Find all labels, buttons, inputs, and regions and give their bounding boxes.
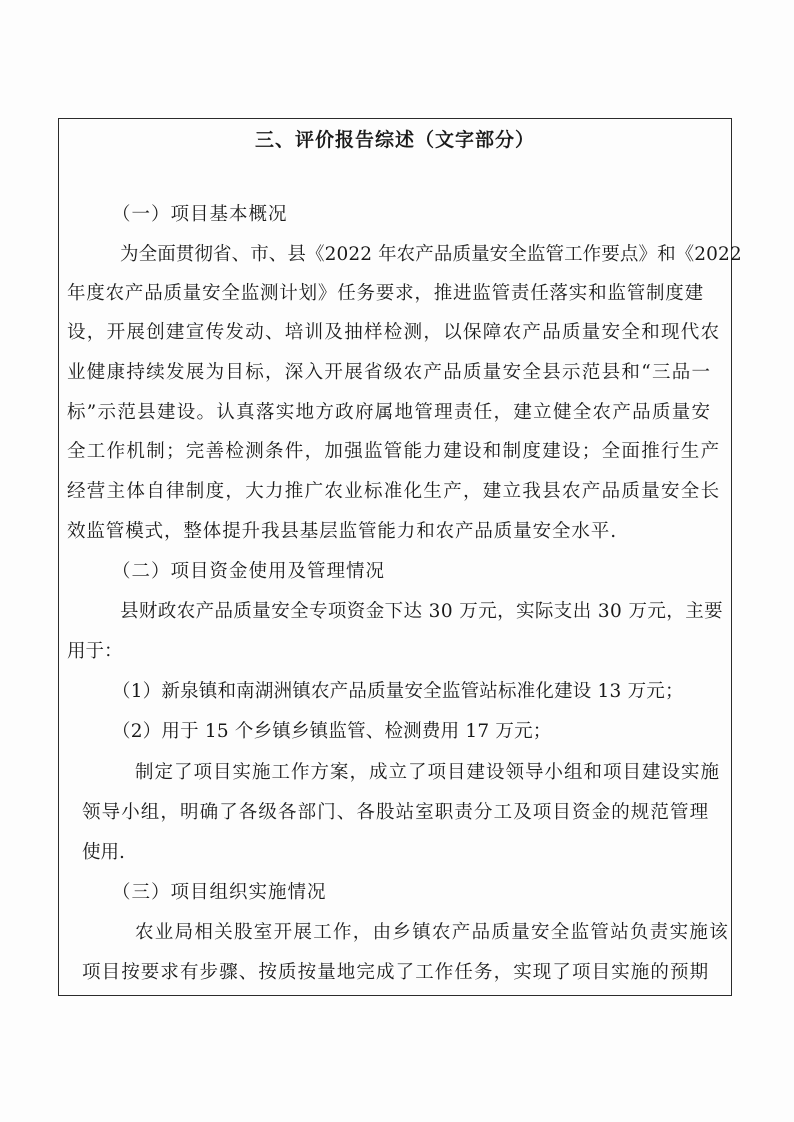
report-frame [58, 118, 742, 996]
paragraph-line: 全工作机制；完善检测条件，加强监管能力建设和制度建设；全面推行生产 [67, 441, 721, 462]
section-heading-1: （一）项目基本概况 [112, 204, 288, 225]
section-heading-3: （三）项目组织实施情况 [112, 882, 327, 903]
paragraph-line: 制定了项目实施工作方案，成立了项目建设领导小组和项目建设实施 [135, 762, 721, 783]
paragraph-line: 领导小组，明确了各级各部门、各股站室职责分工及项目资金的规范管理 [82, 802, 710, 823]
paragraph-line: 用于： [67, 641, 123, 662]
paragraph-line: 标”示范县建设。认真落实地方政府属地管理责任，建立健全农产品质量安 [67, 402, 712, 423]
paragraph-line: 年度农产品质量安全监测计划》任务要求，推进监管责任落实和监管制度建 [67, 283, 704, 304]
paragraph-line: 设，开展创建宣传发动、培训及抽样检测，以保障农产品质量安全和现代农 [67, 322, 721, 343]
list-item: （2）用于 15 个乡镇乡镇监管、检测费用 17 万元； [112, 721, 552, 742]
page-title: 三、评价报告综述（文字部分） [254, 129, 535, 151]
section-heading-2: （二）项目资金使用及管理情况 [112, 561, 386, 582]
paragraph-line: 县财政农产品质量安全专项资金下达 30 万元，实际支出 30 万元，主要 [120, 601, 724, 622]
paragraph-line: 为全面贯彻省、市、县《2022 年农产品质量安全监管工作要点》和《2022 [120, 244, 742, 265]
paragraph-line: 业健康持续发展为目标，深入开展省级农产品质量安全县示范县和“三品一 [67, 362, 712, 383]
paragraph-line: 经营主体自律制度，大力推广农业标准化生产，建立我县农产品质量安全长 [67, 481, 721, 502]
paragraph-line: 农业局相关股室开展工作，由乡镇农产品质量安全监管站负责实施该 [135, 922, 730, 943]
paragraph-line: 使用. [82, 842, 125, 863]
list-item: （1）新泉镇和南湖洲镇农产品质量安全监管站标准化建设 13 万元； [112, 681, 684, 702]
paragraph-line: 效监管模式，整体提升我县基层监管能力和农产品质量安全水平. [67, 521, 617, 542]
paragraph-line: 项目按要求有步骤、按质按量地完成了工作任务，实现了项目实施的预期 [82, 962, 710, 983]
